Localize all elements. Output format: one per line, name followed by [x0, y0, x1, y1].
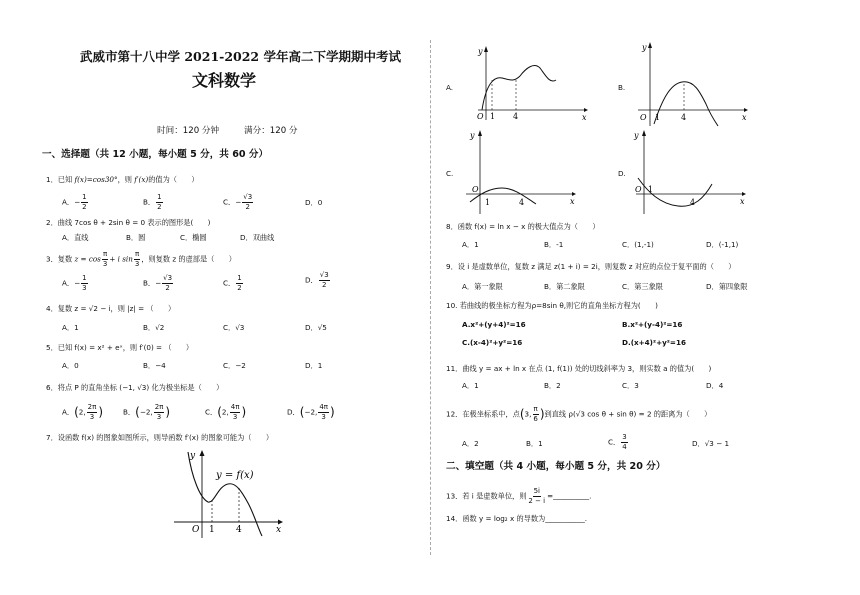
label-x: x: [740, 197, 745, 206]
label-tick-1: 1: [655, 113, 661, 122]
q1-option-b[interactable]: B． $\frac{1}{2}$: [143, 193, 162, 211]
q2-option-d[interactable]: D．双曲线: [240, 233, 275, 242]
graph-option-d: [632, 128, 752, 216]
q8-option-b[interactable]: B．-1: [544, 240, 564, 249]
label-origin: O: [477, 112, 484, 121]
label-origin: O: [635, 185, 642, 194]
label-tick-4: 4: [690, 198, 696, 207]
graph-label: y = f(x): [216, 470, 254, 481]
q10-option-d[interactable]: D.(x+4)²+y²=16: [622, 338, 686, 347]
exam-title: 武威市第十八中学 2021-2022 学年高二下学期期中考试: [80, 49, 401, 64]
q1-option-d[interactable]: D．0: [305, 198, 323, 207]
q12-option-b[interactable]: B．1: [526, 439, 543, 448]
label-origin: O: [640, 113, 647, 122]
label-tick-4: 4: [681, 113, 687, 122]
label-tick-1: 1: [209, 525, 215, 535]
exam-score: 满分：120 分: [244, 126, 298, 136]
graph-option-b: [634, 40, 754, 128]
curve: [482, 66, 556, 110]
question-10: 10. 若曲线的极坐标方程为ρ=8sin θ,则它的直角坐标方程为( ): [446, 301, 658, 310]
y-axis-arrow: [478, 130, 482, 136]
question-3: 3．复数 z = cos $\frac{\pi}{3}$ + i sin $\frac{\pi}{3}$ ，则复数 z 的虚部是（ ）: [46, 250, 236, 268]
q9-option-a[interactable]: A．第一象限: [462, 282, 503, 291]
q7-option-d[interactable]: D.: [618, 169, 626, 178]
question-7: 7．设函数 f(x) 的图象如图所示，则导函数 f′(x) 的图象可能为（ ）: [46, 433, 274, 442]
question-11: 11．曲线 y = ax + ln x 在点 (1, f(1)) 处的切线斜率为 3，则实数 a 的值为( ): [446, 364, 712, 373]
q4-option-b[interactable]: B．√2: [143, 323, 165, 332]
q7-option-c[interactable]: C.: [446, 169, 454, 178]
q5-option-d[interactable]: D．1: [305, 361, 323, 370]
y-axis-arrow: [642, 130, 646, 136]
q6-option-d[interactable]: D．(−2, $\frac{4\pi}{3}$ ): [287, 403, 335, 421]
x-axis-arrow: [744, 108, 748, 112]
x-axis-arrow: [742, 192, 746, 196]
q2-option-b[interactable]: B．圆: [126, 233, 146, 242]
q1-option-a[interactable]: A．− $\frac{1}{2}$: [62, 193, 87, 211]
q10-option-a[interactable]: A.x²+(y+4)²=16: [462, 320, 526, 329]
q11-option-b[interactable]: B．2: [544, 381, 561, 390]
label-y: y: [634, 131, 639, 140]
question-4: 4．复数 z = √2 − i，则 |z| = （ ）: [46, 304, 176, 313]
q3-option-a[interactable]: A．− $\frac{1}{3}$: [62, 274, 87, 292]
exam-time: 时间：120 分钟: [157, 126, 220, 136]
q7-function-graph: [170, 448, 290, 540]
q11-option-c[interactable]: C．3: [622, 381, 639, 390]
section-heading-choice: 一、选择题（共 12 小题，每小题 5 分，共 60 分）: [42, 149, 269, 160]
q8-option-c[interactable]: C．(1,-1): [622, 240, 654, 249]
question-14: 14．函数 y = log₂ x 的导数为___________.: [446, 514, 588, 523]
graph-option-c: [462, 128, 582, 216]
q11-option-a[interactable]: A．1: [462, 381, 479, 390]
q2-option-a[interactable]: A．直线: [62, 233, 89, 242]
q9-option-b[interactable]: B．第二象限: [544, 282, 585, 291]
label-tick-4: 4: [519, 198, 525, 207]
q13-answer-blank[interactable]: =__________.: [547, 491, 592, 501]
q4-option-d[interactable]: D．√5: [305, 323, 327, 332]
question-1: 1．已知 f(x)=cos30°，则 f′(x)的值为（ ）: [46, 175, 199, 184]
label-tick-1: 1: [648, 185, 654, 194]
label-x: x: [570, 197, 575, 206]
x-axis-arrow: [584, 108, 588, 112]
question-2: 2．曲线 7cos θ + 2sin θ = 0 表示的图形是( ): [46, 218, 211, 227]
q11-option-d[interactable]: D．4: [706, 381, 724, 390]
column-divider: [430, 40, 431, 555]
label-origin: O: [192, 525, 200, 535]
section-heading-fill: 二、填空题（共 4 小题，每小题 5 分，共 20 分）: [446, 461, 666, 472]
label-x: x: [582, 113, 587, 122]
label-tick-1: 1: [485, 198, 491, 207]
q4-option-c[interactable]: C．√3: [223, 323, 245, 332]
label-tick-1: 1: [490, 112, 496, 121]
q12-option-a[interactable]: A．2: [462, 439, 479, 448]
q12-option-d[interactable]: D．√3 − 1: [692, 439, 730, 448]
x-axis-arrow: [278, 520, 283, 525]
y-axis-arrow: [200, 450, 205, 456]
q3-option-b[interactable]: B．− $\frac{√3}{2}$: [143, 274, 173, 292]
q10-option-c[interactable]: C.(x-4)²+y²=16: [462, 338, 523, 347]
right-column: [432, 0, 860, 595]
q6-option-c[interactable]: C．(2, $\frac{4\pi}{3}$ ): [205, 403, 247, 421]
q6-option-a[interactable]: A．(2, $\frac{2\pi}{3}$ ): [62, 403, 104, 421]
q7-option-b[interactable]: B.: [618, 83, 626, 92]
q9-option-d[interactable]: D．第四象限: [706, 282, 748, 291]
label-tick-4: 4: [513, 112, 519, 121]
question-6: 6．将点 P 的直角坐标 (−1, √3) 化为极坐标是（ ）: [46, 383, 224, 392]
q6-option-b[interactable]: B．(−2, $\frac{2\pi}{3}$ ): [123, 403, 171, 421]
q2-option-c[interactable]: C．椭圆: [180, 233, 207, 242]
question-8: 8．函数 f(x) = ln x − x 的极大值点为（ ）: [446, 222, 600, 231]
q10-option-b[interactable]: B.x²+(y-4)²=16: [622, 320, 683, 329]
label-y: y: [470, 131, 475, 140]
q5-option-b[interactable]: B．−4: [143, 361, 166, 370]
left-column: [0, 0, 428, 595]
question-12: 12．在极坐标系中，点(3, $\frac{\pi}{6}$ )到直线 ρ(√3 cos θ + sin θ) = 2 的距离为（ ）: [446, 405, 712, 423]
label-origin: O: [472, 185, 479, 194]
q8-option-a[interactable]: A．1: [462, 240, 479, 249]
q7-option-a[interactable]: A.: [446, 83, 454, 92]
q5-option-a[interactable]: A．0: [62, 361, 79, 370]
graph-option-a: [472, 44, 592, 122]
q9-option-c[interactable]: C．第三象限: [622, 282, 663, 291]
question-13: 13．若 i 是虚数单位，则 $\frac{5i}{2 - i}$ =__________.: [446, 487, 592, 505]
question-9: 9．设 i 是虚数单位，复数 z 满足 z(1 + i) = 2i，则复数 z 对应的点位于复平面的（ ）: [446, 262, 736, 271]
q3-option-c[interactable]: C． $\frac{1}{2}$: [223, 274, 242, 292]
q3-option-d[interactable]: D． $\frac{√3}{2}$: [305, 271, 329, 289]
label-tick-4: 4: [236, 525, 242, 535]
q4-option-a[interactable]: A．1: [62, 323, 79, 332]
q5-option-c[interactable]: C．−2: [223, 361, 246, 370]
q8-option-d[interactable]: D．(-1,1): [706, 240, 739, 249]
q1-option-c[interactable]: C．− $\frac{√3}{2}$: [223, 193, 253, 211]
y-axis-arrow: [484, 46, 488, 52]
label-x: x: [742, 113, 747, 122]
exam-subject: 文科数学: [192, 71, 257, 90]
q12-option-c[interactable]: C． $\frac{3}{4}$: [608, 433, 627, 451]
label-y: y: [478, 47, 483, 56]
x-axis-arrow: [572, 192, 576, 196]
y-axis-arrow: [648, 42, 652, 48]
label-y: y: [190, 451, 196, 461]
question-5: 5．已知 f(x) = x² + eˣ，则 f′(0) = （ ）: [46, 343, 194, 352]
label-y: y: [642, 43, 647, 52]
curve-f: [188, 452, 262, 536]
label-x: x: [276, 525, 282, 535]
